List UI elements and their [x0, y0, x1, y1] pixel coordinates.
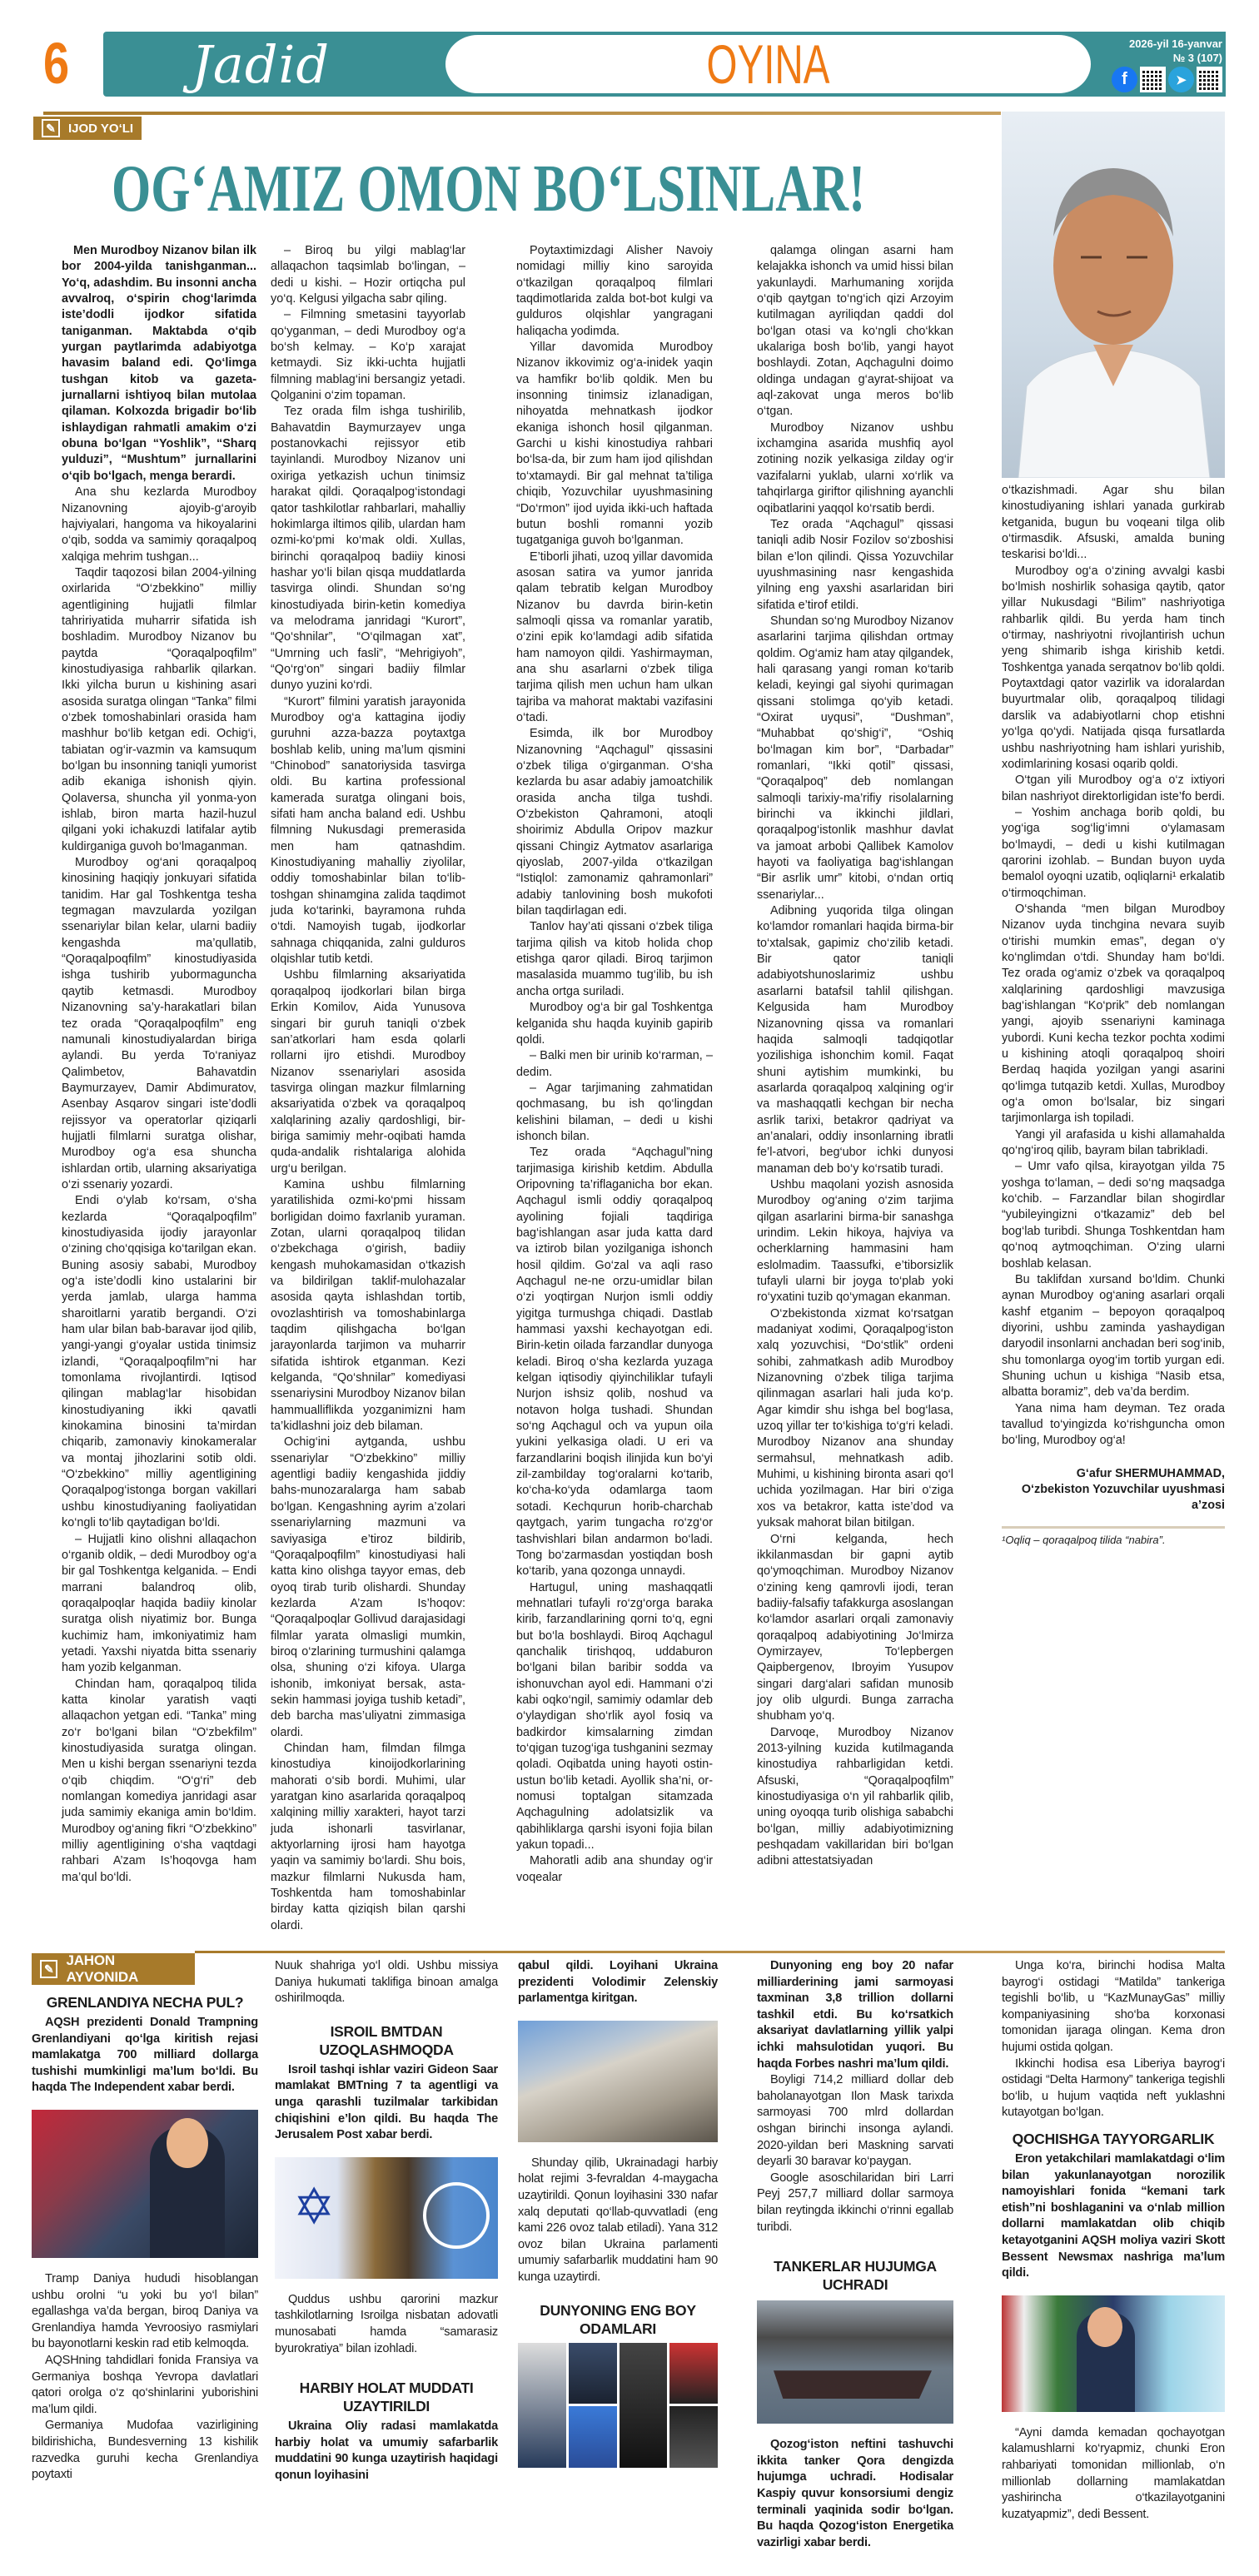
story-paragraph: Tramp Daniya hududi hisoblangan ushbu orolni “u yoki bu yo‘l bilan” egallashga va’da bergan, biroq Daniya va Grenlandiya hamda Yevroosiyo rasmiylari bu bayonotlarni keskin rad etib kelmoqda.	[32, 2272, 258, 2351]
author-role: O‘zbekiston Yozuvchilar uyushmasi a’zosi	[1021, 1482, 1225, 1513]
story-paragraph: Germaniya Mudofaa vazirligining bildirishicha, Bundesverning 13 kishilik razvedka guruhi kecha Grenlandiya poytaxti	[32, 2419, 258, 2482]
article-headline: OG‘AMIZ OMON BO‘LSINLAR!	[112, 152, 866, 226]
facebook-icon[interactable]: f	[1112, 67, 1137, 92]
story-headline: ISROIL BMTDAN UZOQLASHMOQDA	[319, 2022, 454, 2058]
story-lead: AQSH prezidenti Donald Trampning Grenlandiyani qo‘lga kiritish rejasi mamlakatga 700 milliard dollarga tushishi mumkinligi ma’lum bo‘ldi. Bu haqda The Independent xabar berdi.	[32, 2016, 258, 2095]
article-paragraph: O‘tgan yili Murodboy og‘a o‘z ixtiyori bilan nashriyot direktorligidan iste’fo berdi.	[1002, 773, 1225, 803]
section-label-ijod	[33, 117, 142, 140]
page-number: 6	[43, 31, 70, 96]
story-richest	[757, 1953, 953, 2551]
article-paragraph: Chindan ham, qoraqalpoq tilida katta kinolar yaratish vaqti allaqachon yetgan edi. “Tanka” ming zo‘r bo‘lgani bilan “O‘zbekfilm” kinostudiyasida suratga olingan. Men u kishi bergan ssenariyni tezda o‘qib chiqdim. “O‘g‘ri” deb nomlangan komediya janridagi asar juda samimiy ekaniga amin bo‘ldim. Murodboy og‘aning fikri “O‘zbekkino” milliy agentligining o‘sha vaqtdagi rahbari A’zam Is’hoqovga ham ma’qul bo‘ldi.	[62, 1677, 256, 1884]
article-paragraph: Yana nima ham deyman. Tez orada tavallud to‘yingizda ko‘rishguncha omon bo‘ling, Murodboy og‘a!	[1002, 1401, 1225, 1448]
article-paragraph: O‘shanda “men bilgan Murodboy Nizanov uyda tinchgina nevara suyib o‘tirishi mumkin emas”, degan o‘y ko‘nglimdan o‘tdi. Shunday ham bo‘ldi. Tez orada og‘amiz o‘zbek va qoraqalpoq xalqlarining qardoshligi mavzusiga bag‘ishlangan “Ko‘prik” deb nomlangan yangi, ajoyib ssenariyni kaminaga yubordi. Kuni kecha tezkor pochta xodimi u kishining atoqli qoraqalpoq shoiri Berdaq haqida yozilgan yangi asarini qo‘limga tutqazib ketdi. Xullas, Murodboy og‘a omon bo‘lsalar, biz singari tarjimonlarga ish topiladi.	[1002, 902, 1225, 1126]
story-headline: TANKERLAR HUJUMGA UCHRADI	[774, 2258, 937, 2294]
portrait-photo	[669, 2406, 718, 2468]
article-paragraph: Bu taklifdan xursand bo‘ldim. Chunki aynan Murodboy og‘aning asarlari orqali kashf etganim – bepoyon qoraqalpoq diyorini, ushbu zaminda yashaydigan daryodil insonlarni anchadan beri sog‘inib, shu tomonlarga oyog‘im tortib yurgan edi. Shuning uchun u kishiga “Nasib etsa, albatta boramiz”, deb va’da berdim.	[1002, 1272, 1225, 1400]
article-paragraph: Esimda, ilk bor Murodboy Nizanovning “Aqchagul” qissasini o‘zbek tiliga o‘girganman. O‘sha kezlarda bu asar adabiy jamoatchilik orasida ancha tilga tushdi. O‘zbekiston Qahramoni, atoqli shoirimiz Abdulla Oripov mazkur qissani Chingiz Aytmatov asarlariga qiyoslab, 2007-yilda o‘tkazilgan “Istiqlol: zamonamiz qahramonlari” adabiy tanlovining bosh mukofoti bilan taqdirlagan edi.	[516, 727, 713, 918]
article-paragraph: Ochig‘ini aytganda, ushbu ssenariylar “O‘zbekkino” milliy agentligi badiiy kengashida jiddiy bahs-munozaralarga ham sabab bo‘lgan. Kengashning ayrim a’zolari ssenariylarning mazmuni va saviyasiga e’tiroz bildirib, “Qoraqalpoqfilm” kinostudiyasi hali katta kino olishga tayyor emas, deb oyoq tirab turib olishardi. Shunday kezlarda A’zam Is’hoqov: “Qoraqalpoqlar Gollivud darajasidagi filmlar yarata olmasligi mumkin, biroq o‘zlarining turmushini qalamga olsa, shuning o‘zi kifoya. Ularga ishonib, imkoniyat bersak, asta-sekin hammasi joyiga tushib ketadi”, deb barcha mas’uliyatni zimmasiga olardi.	[271, 1435, 465, 1739]
story-lead: qabul qildi. Loyihani Ukraina prezidenti Volodimir Zelenskiy parlamentga kiritgan.	[518, 1959, 718, 2006]
article-paragraph: o‘tkazishmadi. Agar shu bilan kinostudiyaning ishlari yanada gurkirab ketganida, bugun bu voqeani tilga olib o‘tirmasdik. Afsuski, amalda buning teskarisi bo‘ldi...	[1002, 484, 1225, 562]
newspaper-logo: Jadid	[192, 34, 331, 95]
article-paragraph: Tez orada “Aqchagul” qissasi taniqli adib Nosir Fozilov so‘zboshisi bilan e’lon qilindi. Qissa Yozuvchilar uyushmasining nasr kengashida yilning eng yaxshi asarlaridan biri sifatida e’tirof etildi.	[757, 517, 953, 612]
story-paragraph: Boyligi 714,2 milliard dollar deb baholanayotgan Ilon Mask tarixda sarmoyasi 700 mlrd dollardan oshgan birinchi insonga aylandi. 2020-yildan beri Maskning sarvati deyarli 30 baravar ko‘paygan.	[757, 2073, 953, 2169]
story-paragraph: “Ayni damda kemadan qochayotgan kalamushlarni ko‘ryapmiz, chunki Eron rahbariyati tomonidan millionlab, o‘n millionlab dollarning mamlakatdan yashirincha o‘tkazilayotganini kuzatyapmiz”, dedi Bessent.	[1002, 2425, 1225, 2521]
article-paragraph: Hartugul, uning mashaqqatli mehnatlari tufayli ro‘zg‘orga baraka kirib, farzandlarining qorni to‘q, egni but bo‘la boshlaydi. Biroq Aqchagul qanchalik tirishqoq, uddaburon bo‘lgani bilan baribir sodda va ishonuvchan ayol edi. Hammani o‘zi kabi oqko‘ngil, samimiy odamlar deb o‘ylaydigan sho‘rlik ayol fosiq va badkirdor kimsalarning zimdan to‘qigan tuzog‘iga tushganini sezmay qoladi. Oqibatda uning hayoti ostin-ustun bo‘lib ketadi. Ayollik sha’ni, or-nomusi toptalgan sitamzada Aqchagulning adolatsizlik va qabihliklarga qarshi isyoni fojia bilan yakun topadi...	[516, 1580, 713, 1852]
portrait-photo	[569, 2406, 617, 2468]
verkhovna-rada-photo	[518, 2021, 718, 2142]
pencil-icon: ✎	[42, 119, 60, 137]
page-top	[0, 0, 1259, 243]
story-headline: DUNYONING ENG BOY ODAMLARI	[540, 2301, 696, 2337]
qr-code-icon	[1197, 67, 1222, 92]
article-paragraph: Yangi yil arafasida u kishi allamahalda qo‘ng‘iroq qilib, bayram bilan tabrikladi.	[1002, 1127, 1225, 1158]
story-lead: Qozog‘iston neftini tashuvchi ikkita tanker Qora dengizda hujumga uchradi. Hodisalar Kaspiy quvur konsorsiumi dengiz terminali yaqinida sodir bo‘lgan. Bu haqda Qozog‘iston Energetika vazirligi xabar berdi.	[757, 2438, 953, 2549]
portrait-photo	[669, 2343, 718, 2404]
article-column-2	[271, 243, 465, 1934]
footnote: ¹Oqliq – qoraqalpoq tilida “nabira”.	[1002, 1526, 1225, 1548]
section-label-text: IJOD YO‘LI	[68, 121, 134, 136]
portrait-photo	[518, 2343, 566, 2468]
article-paragraph: Mahoratli adib ana shunday og‘ir voqealar	[516, 1854, 713, 1884]
social-links	[1112, 67, 1222, 92]
article-paragraph: E’tiborli jihati, uzoq yillar davomida asosan satira va yumor janrida qalam tebratib kelgan Murodboy Nizanov bu davrda birin-ketin salmoqli qissa va romanlar yaratib, o‘zini epik ko‘lamdagi adib sifatida ham namoyon qildi. Yashirmayman, ana shu asarlarni o‘zbek tiliga tarjima qilish men uchun ham ulkan tajriba va mahorat maktabi vazifasini o‘tadi.	[516, 550, 713, 724]
tanker-attack-photo	[757, 2300, 953, 2424]
article-paragraph: Poytaxtimizdagi Alisher Navoiy nomidagi milliy kino saroyida o‘tkazilgan qoraqalpoq filmlari taqdimotlarida zalda bot-bot kulgi va gulduros olqishlar yangragani haliqacha yodimda.	[516, 244, 713, 338]
article-paragraph: qalamga olingan asarni ham kelajakka ishonch va umid hissi bilan yakunlaydi. Marhumaning xorijda o‘qib qaytgan to‘ng‘ich qizi Arzoyim kutilmagan ayriliqdan qaddi dol bo‘lgan otasi va ko‘ngli cho‘kkan ukalariga bosh bo‘lib, yangi hayot boshlaydi. Zotan, Aqchagulni doimo oldinga undagan g‘ayrat-shijoat va aql-zakovat unga meros bo‘lib o‘tgan.	[757, 244, 953, 419]
article-paragraph: Adibning yuqorida tilga olingan ko‘lamdor romanlari haqida birma-bir to‘xtalsak, gapimiz cho‘zilib ketadi. Bir qator taniqli adabiyotshunoslarimiz ushbu asarlarni batafsil tahlil qilishgan. Kelgusida ham Murodboy Nizanovning qissa va romanlari haqida salmoqli tadqiqotlar yozilishiga ishonchim komil. Faqat shuni aytishim mumkinki, bu asarlarda qoraqalpoq xalqining og‘ir va mashaqqatli kechgan bir necha asrlik tarixi, betakror qadriyat va an’analari, oddiy insonlarning ibratli fe’l-atvori, beg‘ubor ichki dunyosi manaman deb bo‘y ko‘rsatib turadi.	[757, 904, 953, 1176]
article-paragraph: Murodboy og‘ani qoraqalpoq kinosining haqiqiy jonkuyari sifatida tanidim. Har gal Toshkentga tesha tegmagan mavzularda yozilgan ssenariylar bilan kelar, ularni badiiy kengashda ma’qullatib, “Qoraqalpoqfilm” kinostudiyasida ishga tushirib yubormaguncha qaytib ketmasdi. Murodboy Nizanovning sa’y-harakatlari bilan tez orada “Qoraqalpoqfilm” eng namunali kinostudiyalardan biriga aylandi. Bu yerda To‘raniyaz Qalimbetov, Bahavatdin Baymurzayev, Damir Abdimuratov, Asenbay Asqarov singari iste’dodli rejissyor va operatorlar qiziqarli hujjatli filmlarni suratga olishar, Murodboy og‘a esa shuncha ishlardan ortib, ularning aksariyatiga o‘zi ssenariy yozardi.	[62, 856, 256, 1191]
story-lead: Eron yetakchilari mamlakatdagi o‘lim bilan yakunlanayotgan norozilik namoyishlari fonida “kemani tark etish”ni boshlaganini va o‘nlab million dollarni mamlakatdan olib chiqib ketayotganini AQSH moliya vaziri Skott Bessent Newsmax nashriga ma’lum qildi.	[1002, 2152, 1225, 2280]
portrait-photo	[569, 2343, 617, 2404]
issue-date: 2026-yil 16-yanvar	[1128, 37, 1222, 50]
article-paragraph: – Agar tarjimaning zahmatidan qochmasang, bu ish qo‘lingdan kelishini bilaman, – dedi u kishi ishonch bilan.	[516, 1081, 713, 1143]
article-column-4	[757, 243, 953, 1870]
story-headline: QOCHISHGA TAYYORGARLIK	[1012, 2131, 1215, 2148]
pencil-icon: ✎	[40, 1960, 57, 1978]
story-lead: Dunyoning eng boy 20 nafar milliarderining jami sarmoyasi taxminan 3,8 trillion dollarni tashkil etdi. Bu ko‘rsatkich aksariyat davlatlarning yillik yalpi ichki mahsulotidan yuqori. Bu haqda Forbes nashri ma’lum qildi.	[757, 1959, 953, 2071]
issue-number: № 3 (107)	[1172, 52, 1222, 64]
article-paragraph: Murodboy Nizanov ushbu ixchamgina asarida mushfiq ayol zotining nozik yelkasiga zilday og‘ir vazifalarni yuklab, ularni xo‘rlik va tahqirlarga giriftor qilishning ayanchli oqibatlarini yaqqol ko‘rsatib berdi.	[757, 420, 953, 515]
article-paragraph: Taqdir taqozosi bilan 2004-yilning oxirlarida “O‘zbekkino” milliy agentligining hujjatli filmlar tahririyatida muharrir sifatida ish boshladim. Murodboy Nizanov bu paytda “Qoraqalpoqfilm” kinostudiyasiga rahbarlik qilarkan. Ikki yilcha burun u kishining asari asosida suratga olingan “Tanka” filmi o‘zbek tomoshabinlari orasida ham mashhur bo‘lib ketgan edi. Ochig‘i, tabiatan og‘ir-vazmin va kamsuqum bo‘lgan bu insonning taniqli yumorist adib ekaniga ishonish qiyin. Qolaversa, shuncha yil yonma-yon ishlab, biron marta hazil-huzul qilgani yoki ichakuzdi latifalar aytib kuldirganiga guvoh bo‘lmaganman.	[62, 565, 256, 853]
article-column-5	[1002, 483, 1225, 1548]
world-section	[0, 1951, 1259, 2576]
article-paragraph: Tez orada film ishga tushirilib, Bahavatdin Baymurzayev unga postanovkachi rejissyor etib tayinlandi. Murodboy Nizanov uni oxiriga yetkazish uchun tinimsiz harakat qildi. Qoraqalpog‘istondagi qator tashkilotlar rahbarlari, mahalliy hokimlarga iltimos qilib, ulardan ham ozmi-ko‘pmi ko‘mak oldi. Xullas, birinchi qoraqalpoq badiiy kinosi hashar yo‘li bilan qisqa muddatlarda tasvirga olindi. Shundan so‘ng kinostudiyada birin-ketin komediya va melodrama janridagi “Kurort”, “Qo‘shnilar”, “O‘qilmagan xat”, “Umrning uch fasli”, “Mehrigiyoh”, “Qo‘rg‘on” singari badiiy filmlar dunyo yuzini ko‘rdi.	[271, 405, 465, 693]
telegram-icon[interactable]: ➤	[1168, 67, 1194, 92]
story-headline: GRENLANDIYA NECHA PUL?	[46, 1994, 244, 2012]
story-lead: Isroil tashqi ishlar vaziri Gideon Saar mamlakat BMTning 7 ta agentligi va unga qarashli tuzilmalar tarkibidan chiqishini e’lon qildi. Bu haqda The Jerusalem Post xabar berdi.	[275, 2062, 498, 2142]
story-paragraph: AQSHning tahdidlari fonida Fransiya va Germaniya boshqa Yevropa davlatlari qatori orolga o‘z qo‘shinlarini yuborishini ma’lum qildi.	[32, 2354, 258, 2416]
article-paragraph: – Yoshim anchaga borib qoldi, bu yog‘iga sog‘lig‘imni o‘ylamasam bo‘lmaydi, – dedi u kishi kutilmagan qarorini izohlab. – Bundan buyon uyda bemalol oyoqni uzatib, oqliqlarni¹ erkalatib o‘tirmoqchiman.	[1002, 805, 1225, 900]
article-paragraph: Shundan so‘ng Murodboy Nizanov asarlarini tarjima qilishdan ortmay qoldim. Og‘amiz ham atay qilgandek, hali qarasang yangi roman ko‘tarib keladi, keyingi gal siyohi qurimagan qissani stolimga qo‘yib ketadi. “Oxirat uyqusi”, “Dushman”, “Muhabbat qo‘shig‘i”, “Oshiq bo‘lmagan kim bor”, “Darbadar” romanlari, “Ikki qotil” qissasi, “Qoraqalpoq” deb nomlangan salmoqli tarixiy-ma’rifiy risolalarning birinchi va ikkinchi jildlari, qoraqalpog‘istonlik mashhur davlat va jamoat arbobi Qallibek Kamolov hayoti va faoliyatiga bag‘ishlangan “Bir asrlik umr” kitobi, o‘ndan ortiq ssenariylar...	[757, 614, 953, 902]
article-paragraph: Chindan ham, filmdan filmga kinostudiya kinoijodkorlarining mahorati o‘sib bordi. Muhimi, ular yaratgan kino asarlarida qoraqalpoq xalqining milliy xarakteri, hayot tarzi juda ishonarli tasvirlanar, aktyorlarning ijrosi ham hayotga yaqin va samimiy bo‘lardi. Shu bois, mazkur filmlarni Nukusda ham, Toshkentda ham tomoshabinlar birday katta qiziqish bilan qarshi olardi.	[271, 1741, 465, 1932]
author-portrait-photo	[1002, 112, 1225, 478]
story-paragraph: Ikkinchi hodisa esa Liberiya bayrog‘i ostidagi “Delta Harmony” tankeriga tegishli bo‘lib, u hujum vaqtida neft yuklashni kutayotgan bo‘lgan.	[1002, 2056, 1225, 2120]
article-paragraph: Murodboy og‘a o‘zining avvalgi kasbi bo‘lmish noshirlik sohasiga qaytib, qator yillar Nukusdagi “Bilim” nashriyotiga rahbarlik qildi. Bu yerda ham tinch o‘tirmay, nashriyotni rivojlantirish uchun yeng shimarib ishga kirishib ketdi. Toshkentga yanada serqatnov bo‘lib qoldi. Poytaxtdagi qator vazirlik va idoralardan buyurtmalar olib, qoraqalpoq tilidagi darslik va adabiyotlarni chop etishni yo‘lga qo‘ydi. Natijada qisqa fursatlarda ushbu nashriyotning ham ishlari yurishib, xodimlarining kosasi oqarib qoldi.	[1002, 564, 1226, 771]
article-paragraph: O‘rni kelganda, hech ikkilanmasdan bir gapni aytib qo‘ymoqchiman. Murodboy Nizanov o‘zining keng qamrovli ijodi, teran badiiy-falsafiy tafakkurga asoslangan ko‘lamdor asarlari orqali zamonaviy qoraqalpoq adabiyotining Jo‘lmirza Oymirzayev, To‘lepbergen Qaipbergenov, Ibroyim Yusupov singari darg‘alari safidan munosib joy olib ulgurdi. Bunga zarracha shubham yo‘q.	[757, 1532, 953, 1723]
article-paragraph: O‘zbekistonda xizmat ko‘rsatgan madaniyat xodimi, Qoraqalpog‘iston xalq yozuvchisi, “Do‘stlik” ordeni sohibi, zahmatkash adib Murodboy Nizanovning o‘zbek tiliga tarjima qilinmagan asarlari hali juda ko‘p. Agar kimdir shu ishga bel bog‘lasa, uzoq yillar ter to‘kishiga to‘g‘ri keladi. Murodboy Nizanov ana shunday sermahsul, mehnatkash adib. Muhimi, u kishining bironta asari qo‘l uchida yozilmagan. Har biri o‘ziga xos va betakror, katta iste’dod va yuksak mahorat bilan bitilgan.	[757, 1306, 953, 1530]
article-paragraph: Yillar davomida Murodboy Nizanov ikkovimiz og‘a-inidek yaqin va hamfikr bo‘lib qoldik. Men bu insonning tinimsiz izlanadigan, nihoyatda mehnatkash ijodkor ekaniga ishonch hosil qilganman. Garchi u kishi kinostudiya rahbari bo‘lsa-da, bir zum ham ijod qilishdan to‘xtamaydi. Bir gal mehnat ta’tiliga chiqib, Yozuvchilar uyushmasining “Do‘rmon” ijod uyida ikki-uch haftada butun boshli romanni yozib tugatganiga guvoh bo‘lganman.	[516, 341, 713, 548]
bessent-photo	[1002, 2295, 1225, 2412]
article-paragraph: Murodboy og‘a bir gal Toshkentga kelganida shu haqda kuyinib gapirib qoldi.	[516, 1001, 713, 1047]
section-title: OYINA	[706, 33, 830, 95]
section-label-text: JAHON AYVONIDA	[66, 1952, 139, 1986]
article-paragraph: Endi o‘ylab ko‘rsam, o‘sha kezlarda “Qoraqalpoqfilm” kinostudiyasida ijodiy jarayonlar o‘zining cho‘qqisiga ko‘tarilgan ekan. Buning asosiy sababi, Murodboy og‘a iste’dodli kino ustalarini bir yerda jamlab, ularga hamma sharoitlarni yaratib bergandi. O‘zi ham ular bilan bab-baravar ijod qilib, yangi-yangi g‘oyalar ustida tinimsiz izlandi, “Qoraqalpoqfilm”ni har tomonlama rivojlantirdi. Iqtisod qilingan mablag‘lar hisobidan kinostudiyaning ikki qavatli kinokamina binosini ta’mirdan chiqarib, zamonaviy kinokameralar va montaj jihozlarini sotib oldi. “O‘zbekkino” milliy agentligining Qoraqalpog‘istonga borgan vakillari ushbu kinostudiyaning faoliyatidan ko‘ngli to‘lib qaytadigan bo‘ldi.	[62, 1194, 256, 1530]
portrait-photo	[620, 2343, 668, 2468]
article-paragraph: Ushbu filmlarning aksariyatida qoraqalpoq ijodkorlari bilan birga Erkin Komilov, Aida Yunusova singari bir guruh taniqli o‘zbek san’atkorlari ham esda qolarli rollarni ijro etishdi. Murodboy Nizanov ssenariylari asosida tasvirga olingan mazkur filmlarning aksariyatida o‘zbek va qoraqalpoq xalqlarining azaliy qardoshligi, bir-biriga samimiy mehr-oqibati hamda quda-andalik rishtalariga alohida urg‘u berilgan.	[271, 968, 465, 1176]
article-paragraph: Tanlov hay’ati qissani o‘zbek tiliga tarjima qilish va kitob holida chop etishga qaror qiladi. Biroq tarjimon masalasida muammo tug‘ilib, bu ish ancha ortga suriladi.	[516, 920, 713, 998]
article-paragraph: – Umr vafo qilsa, kirayotgan yilda 75 yoshga to‘laman, – dedi so‘ng maqsadga ko‘chib. – Farzandlar bilan shogirdlar “yubileyingizni o‘tkazamiz” deb bel bog‘lab turibdi. Shunga Toshkentdan ham qo‘noq aytmoqchiman. O‘zing ularni boshlab kelasan.	[1002, 1160, 1225, 1271]
article-paragraph: Darvoqe, Murodboy Nizanov 2013-yilning kuzida kutilmaganda kinostudiya rahbarligidan ketdi. Afsuski, “Qoraqalpoqfilm” kinostudiyasiga o‘n yil rahbarlik qilib, uning oyoqqa turib olishiga sababchi bo‘lgan, milliy adabiyotimizning peshqadam vakillaridan biri bo‘lgan adibni attestatsiyadan	[757, 1725, 953, 1868]
article-paragraph: Ana shu kezlarda Murodboy Nizanovning ajoyib-g‘aroyib hajviyalari, hangoma va hikoyalarini o‘qib, sodda va samimiy qoraqalpoq xalqiga mehrim tushgan...	[62, 485, 256, 564]
author-signature	[1002, 1466, 1225, 1514]
article-paragraph: “Kurort” filmini yaratish jarayonida Murodboy og‘a kattagina ijodiy guruhni azza-bazza poytaxtga boshlab kelib, uning ma’lum qismini “Chinobod” sanatoriysida tasvirga oldi. Bu kartina professional kamerada suratga olingani bois, sifati ham ancha baland edi. Ushbu filmning Nukusdagi premerasida men ham qatnashdim. Kinostudiyaning mahalliy ziyolilar, oddiy tomoshabinlar bilan to‘lib-toshgan shinamgina zalida taqdimot juda ko‘tarinki, bayramona ruhda o‘tdi. Namoyish tugab, ijodkorlar sahnaga chiqqanida, zalni gulduros olqishlar tutib ketdi.	[271, 694, 465, 967]
section-label-jahon	[32, 1953, 195, 1985]
article-column-3	[516, 243, 713, 1886]
article-body	[0, 243, 1259, 1934]
article-paragraph: Tez orada “Aqchagul”ning tarjimasiga kirishib ketdim. Abdulla Oripovning ta’riflaganicha bor ekan. Aqchagul ismli oddiy qoraqalpoq ayolining fojiali taqdiriga bag‘ishlangan asar juda katta dard va iztirob bilan yozilganiga ishonch hosil qildim. Go‘zal va aqli raso Aqchagul ne-ne orzu-umidlar bilan o‘zi yoqtirgan Nurjon ismli oddiy yigitga turmushga chiqadi. Dastlab hammasi yaxshi kechayotgan edi. Birin-ketin oilada farzandlar dunyoga keladi. Biroq o‘sha kezlarda yuzaga kelgan iqtisodiy qiyinchiliklar tufayli Nurjon ishsiz qolib, noshud va notavon holga tushadi. Shundan so‘ng Aqchagul och va yupun oila yukini yelkasiga oladi. U eri va farzandlarini boqish ilinjida kun bo‘yi zil-zambilday tog‘oralarni ko‘tarib, ko‘cha-ko‘yda odamlarga taom sotadi. Kechqurun horib-charchab qaytgach, yarim tungacha ro‘zg‘or tashvishlari bilan andarmon bo‘ladi. Tong bo‘zarmasdan yostiqdan bosh ko‘tarib, yana qozonga unnaydi.	[516, 1146, 713, 1579]
story-paragraph: Quddus ushbu qarorini mazkur tashkilotlarning Isroilga nisbatan adovatli munosabati hamda “samarasiz byurokratiya” bilan izohladi.	[275, 2292, 498, 2355]
article-paragraph: – Hujjatli kino olishni allaqachon o‘rganib oldik, – dedi Murodboy og‘a bir gal Toshkentga kelganida. – Endi marrani balandroq olib, qoraqalpoqlar haqida badiiy kinolar suratga olish niyatimiz bor. Bunga kuchimiz ham, imkoniyatimiz ham yetadi. Yaxshi niyatda bitta ssenariy ham yozib kelganman.	[62, 1532, 256, 1675]
article-column-1	[62, 243, 256, 1886]
story-paragraph: Shunday qilib, Ukrainadagi harbiy holat rejimi 3-fevraldan 4-maygacha uzaytirildi. Qonun loyihasini 330 nafar xalq deputati qo‘llab-quvvatladi (eng kami 226 ovoz talab etiladi). Yana 312 ovoz bilan Ukraina parlamenti umumiy safarbarlik muddatini ham 90 kunga uzaytirdi.	[518, 2156, 718, 2285]
article-paragraph: – Filmning smetasini tayyorlab qo‘yganman, – dedi Murodboy og‘a bo‘sh kelmay. – Ko‘p xarajat ketmaydi. Siz ikki-uchta hujjatli filmning mablag‘ini bersangiz yetadi. Qolganini o‘zim topaman.	[271, 308, 465, 403]
article-paragraph: Kamina ushbu filmlarning yaratilishida ozmi-ko‘pmi hissam borligidan doimo faxrlanib yuraman. Zotan, ularni qoraqalpoq tilidan o‘zbekchaga o‘girish, badiiy kengash muhokamasidan o‘tkazish va bildirilgan taklif-mulohazalar asosida qayta ishlashdan tortib, ovozlashtirish va tomoshabinlarga taqdim qilishgacha bo‘lgan jarayonlarda tarjimon va muharrir sifatida ishtirok etganman. Kezi kelganda, “Qo‘shnilar” komediyasi ssenariysini Murodboy Nizanov bilan hammualliflikda yozganimizni ham ta’kidlashni joiz deb bilaman.	[271, 1177, 465, 1434]
story-paragraph: Unga ko‘ra, birinchi hodisa Malta bayrog‘i ostidagi “Matilda” tankeriga tegishli bo‘lib, u “KazMunayGas” milliy kompaniyasining sho‘ba korxonasi tomonidan ijaraga olingan. Kema dron hujumi ostida qolgan.	[1002, 1959, 1225, 2055]
author-name: G‘afur SHERMUHAMMAD,	[1076, 1466, 1225, 1480]
un-emblem-icon	[423, 2182, 490, 2249]
story-ukraine	[518, 1953, 718, 2481]
story-lead: Ukraina Oliy radasi mamlakatda harbiy holat va umumiy safarbarlik muddatini 90 kunga uzaytirish haqidagi qonun loyihasini	[275, 2419, 498, 2482]
story-israel	[275, 1953, 498, 2484]
story-greenland	[32, 1953, 258, 2484]
story-headline: HARBIY HOLAT MUDDATI UZAYTIRILDI	[299, 2380, 474, 2415]
star-of-david-icon: ✡	[293, 2178, 336, 2235]
richest-people-collage	[518, 2343, 718, 2468]
story-paragraph: Nuuk shahriga yo‘l oldi. Ushbu missiya Daniya hukumati taklifiga binoan amalga oshirilmoqda.	[275, 1959, 498, 2006]
story-paragraph: Google asoschilaridan biri Larri Peyj 257,7 milliard dollar sarmoya bilan reytingda ikkinchi o‘rinni egallab turibdi.	[757, 2171, 953, 2234]
article-lead: Men Murodboy Nizanov bilan ilk bor 2004-yilda tanishganman... Yo‘q, adashdim. Bu insonni ancha avvalroq, o‘spirin chog‘larimda iste’dodli ijodkor sifatida taniganman. Maktabda o‘qib yurgan paytlarimda adabiyotga havasim baland edi. Qo‘limga tushgan kitob va gazeta-jurnallarni ishtiyoq bilan mutolaa qilaman. Kolxozda brigadir bo‘lib ishlaydigan rahmatli amakim o‘zi obuna bo‘lgan “Yoshlik”, “Sharq yulduzi”, “Mushtum” jurnallarini o‘qib bo‘lgach, menga berardi.	[62, 244, 256, 483]
article-column-5-text	[1002, 483, 1225, 1450]
issue-info	[1129, 37, 1222, 65]
article-paragraph: Ushbu maqolani yozish asnosida Murodboy og‘aning o‘zim tarjima qilgan asarlarini birma-bir sanashga urindim. Lekin hikoya, hajviya va ocherklarning hammasini ham eslolmadim. Taassufki, e’tiborsizlik tufayli ularni bir joyga to‘plab yoki ro‘yxatini tuzib qo‘ymagan ekanman.	[757, 1177, 953, 1305]
article-paragraph: – Balki men bir urinib ko‘rarman, – dedim.	[516, 1049, 713, 1079]
trump-greenland-photo	[32, 2110, 258, 2258]
qr-code-icon	[1140, 67, 1166, 92]
israel-un-photo	[275, 2157, 498, 2279]
section-divider	[43, 112, 1001, 115]
article-paragraph: – Biroq bu yilgi mablag‘lar allaqachon taqsimlab bo‘lingan, – dedi u kishi. – Hozir ortiqcha pul yo‘q. Kelgusi yilgacha sabr qiling.	[271, 244, 465, 306]
story-tankers-iran	[1002, 1953, 1225, 2523]
